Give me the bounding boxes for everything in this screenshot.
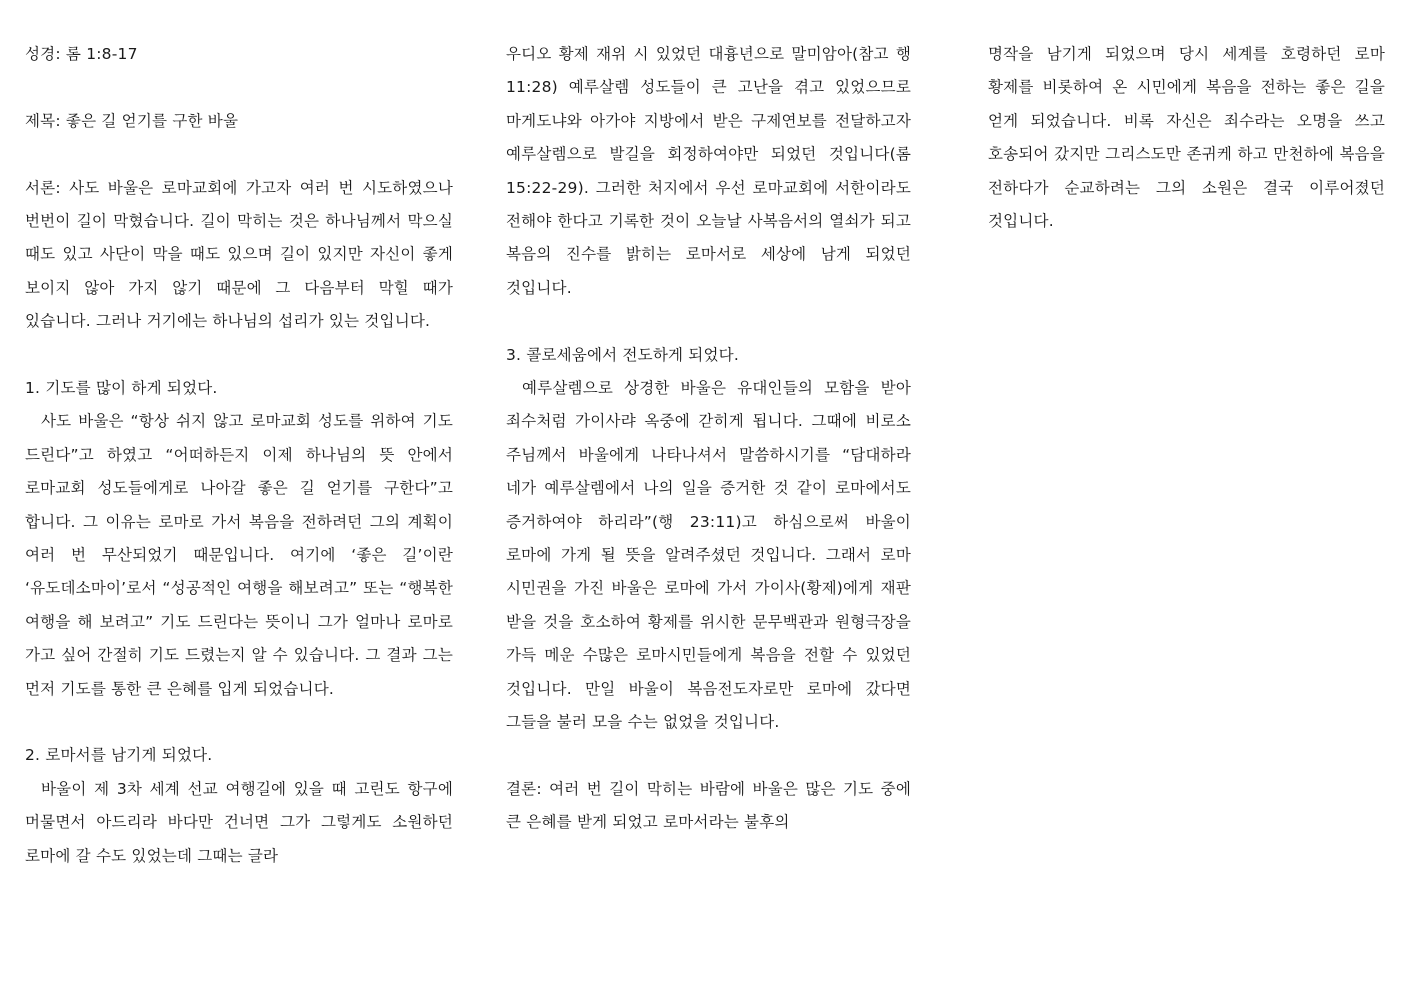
point-2-body: 바울이 제 3차 세계 선교 여행길에 있을 때 고린도 항구에 머물면서 아드리라 바다만 건너면 그가 그렇게도 소원하던 로마에 갈 수도 있었는데 그때는 글라 xyxy=(25,779,453,865)
point-2-heading: 2. 로마서를 남기게 되었다. xyxy=(25,746,213,765)
conclusion-continued: 명작을 남기게 되었으며 당시 세계를 호령하던 로마 황제를 비롯하여 온 시민에게 복음을 전하는 좋은 길을 얻게 되었습니다. 비록 자신은 죄수라는 오명을 쓰고 호송되어 갔지만 그리스도만 존귀케 하고 만천하에 복음을 전하다가 순교하려는 그의 소원은 결국 이루어졌던 것입니다. xyxy=(988,45,1385,231)
introduction-paragraph: 서론: 사도 바울은 로마교회에 가고자 여러 번 시도하였으나 번번이 길이 막혔습니다. 길이 막히는 것은 하나님께서 막으실 때도 있고 사단이 막을 때도 있으며 길이 있지만 자신이 좋게 보이지 않아 가지 않기 때문에 그 다음부터 막힐 때가 있습니다. 그러나 거기에는 하나님의 섭리가 있는 것입니다. xyxy=(25,178,453,331)
conclusion-paragraph: 결론: 여러 번 길이 막히는 바람에 바울은 많은 기도 중에 큰 은혜를 받게 되었고 로마서라는 불후의 xyxy=(506,779,911,832)
point-1-body: 사도 바울은 “항상 쉬지 않고 로마교회 성도를 위하여 기도 드린다”고 하였고 “어떠하든지 이제 하나님의 뜻 안에서 로마교회 성도들에게로 나아갈 좋은 길 얻기를 구한다”고 합니다. 그 이유는 로마로 가서 복음을 전하려던 그의 계획이 여러 번 무산되었기 때문입니다. 여기에 ‘좋은 길’이란 ‘유도데소마이’로서 “성공적인 여행을 해보려고” 또는 “행복한 여행을 해 보려고” 기도 드린다는 뜻이니 그가 얼마나 로마로 가고 싶어 간절히 기도 드렸는지 알 수 있습니다. 그 결과 그는 먼저 기도를 통한 큰 은혜를 입게 되었습니다. xyxy=(25,412,453,698)
column-3 xyxy=(988,38,1385,238)
point-1-heading: 1. 기도를 많이 하게 되었다. xyxy=(25,379,218,398)
scripture-reference: 성경: 롬 1:8-17 xyxy=(25,45,138,63)
point-2-body-continued: 우디오 황제 재위 시 있었던 대흉년으로 말미암아(참고 행 11:28) 예루살렘 성도들이 큰 고난을 겪고 있었으므로 마게도냐와 아가야 지방에서 받은 구제연보를 전달하고자 예루살렘으로 발길을 회정하여야만 되었던 것입니다(롬 15:22-29). 그러한 처지에서 우선 로마교회에 서한이라도 전해야 한다고 기록한 것이 오늘날 사복음서의 열쇠가 되고 복음의 진수를 밝히는 로마서로 세상에 남게 되었던 것입니다. xyxy=(506,45,911,297)
point-3-body: 예루살렘으로 상경한 바울은 유대인들의 모함을 받아 죄수처럼 가이사랴 옥중에 갇히게 됩니다. 그때에 비로소 주님께서 바울에게 나타나셔서 말씀하시기를 “담대하라 네가 예루살렘에서 나의 일을 증거한 것 같이 로마에서도 증거하여야 하리라”(행 23:11)고 하심으로써 바울이 로마에 가게 될 뜻을 알려주셨던 것입니다. 그래서 로마 시민권을 가진 바울은 로마에 가서 가이사(황제)에게 재판 받을 것을 호소하여 황제를 위시한 문무백관과 원형극장을 가득 메운 수많은 로마시민들에게 복음을 전할 수 있었던 것입니다. 만일 바울이 복음전도자로만 로마에 갔다면 그들을 불러 모을 수는 없었을 것입니다. xyxy=(506,379,911,732)
column-2 xyxy=(506,38,911,840)
sermon-title: 제목: 좋은 길 얻기를 구한 바울 xyxy=(25,111,239,130)
point-3-heading: 3. 콜로세움에서 전도하게 되었다. xyxy=(506,345,739,364)
column-1 xyxy=(25,38,453,873)
